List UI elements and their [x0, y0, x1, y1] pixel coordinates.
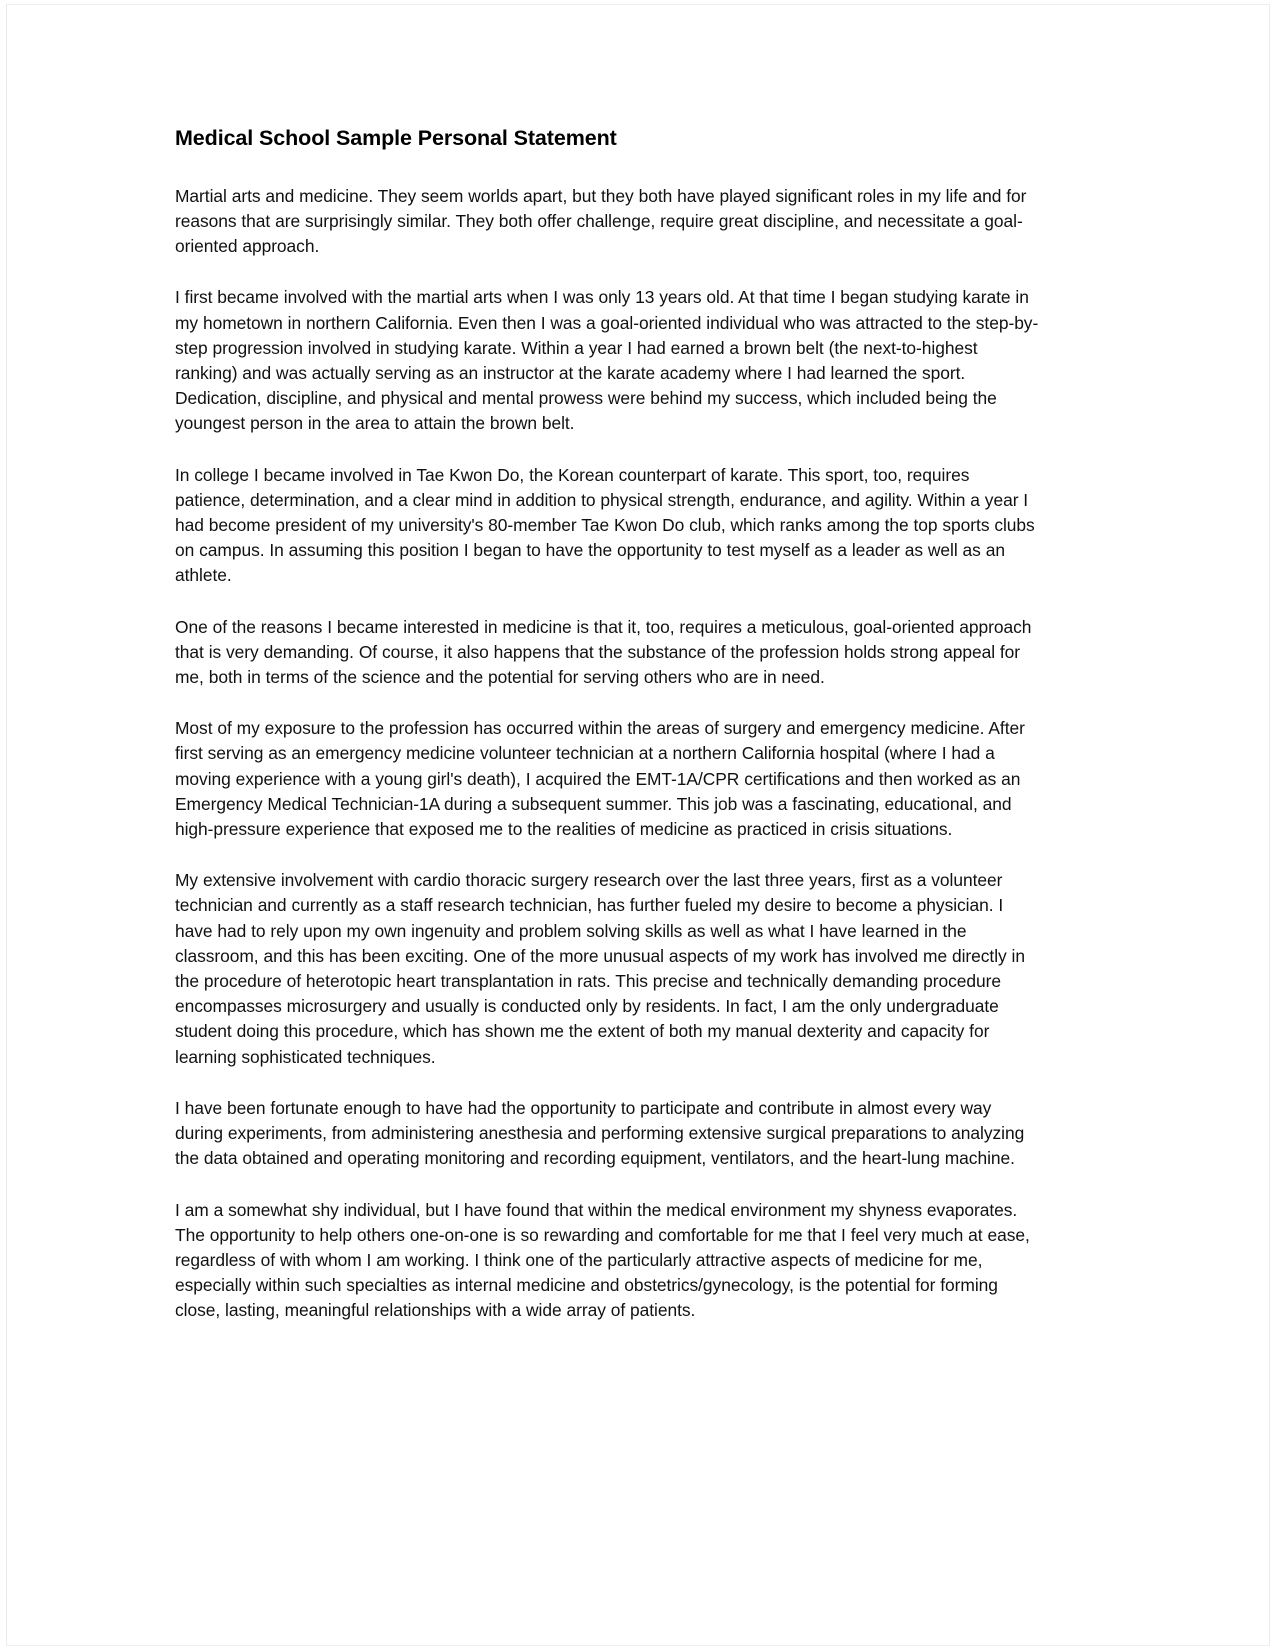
body-paragraph: Martial arts and medicine. They seem worlds apart, but they both have played significant roles in my life and for reasons that are surprisingly similar. They both offer challenge, require great discipline, and necessitate a goal-oriented approach. [175, 185, 1027, 257]
page-edge-bottom [6, 1645, 1270, 1646]
page-edge-right [1269, 4, 1270, 1646]
page-edge-left [6, 4, 7, 1646]
page-edge-top [6, 4, 1270, 5]
document-body [175, 126, 1041, 1324]
body-paragraph: My extensive involvement with cardio thoracic surgery research over the last three years, first as a volunteer technician and currently as a staff research technician, has further fueled my desire to become a physician. I have had to rely upon my own ingenuity and problem solving skills as well as what I have learned in the classroom, and this has been exciting. One of the more unusual aspects of my work has involved me directly in the procedure of heterotopic heart transplantation in rats. This precise and technically demanding procedure encompasses microsurgery and usually is conducted only by residents. In fact, I am the only undergraduate student doing this procedure, which has shown me the extent of both my manual dexterity and capacity for learning sophisticated techniques. [175, 870, 1025, 1067]
body-paragraph: Most of my exposure to the profession has occurred within the areas of surgery and emergency medicine. After first serving as an emergency medicine volunteer technician at a northern California hospital (where I had a moving experience with a young girl's death), I acquired the EMT-1A/CPR certifications and then worked as an Emergency Medical Technician-1A during a subsequent summer. This job was a fascinating, educational, and high-pressure experience that exposed me to the realities of medicine as practiced in crisis situations. [175, 718, 1025, 840]
body-paragraph: I first became involved with the martial arts when I was only 13 years old. At that time I began studying karate in my hometown in northern California. Even then I was a goal-oriented individual who was attracted to the step-by-step progression involved in studying karate. Within a year I had earned a brown belt (the next-to-highest ranking) and was actually serving as an instructor at the karate academy where I had learned the sport. Dedication, discipline, and physical and mental prowess were behind my success, which included being the youngest person in the area to attain the brown belt. [175, 287, 1039, 434]
body-paragraph: One of the reasons I became interested in medicine is that it, too, requires a meticulous, goal-oriented approach that is very demanding. Of course, it also happens that the substance of the profession holds strong appeal for me, both in terms of the science and the potential for serving others who are in need. [175, 616, 1032, 688]
body-paragraph: I have been fortunate enough to have had the opportunity to participate and contribute in almost every way during experiments, from administering anesthesia and performing extensive surgical preparations to analyzing the data obtained and operating monitoring and recording equipment, ventilators, and the heart-lung machine. [175, 1097, 1025, 1169]
page-title: Medical School Sample Personal Statement [175, 126, 617, 150]
body-paragraph: In college I became involved in Tae Kwon Do, the Korean counterpart of karate. This sport, too, requires patience, determination, and a clear mind in addition to physical strength, endurance, and agility. Within a year I had become president of my university's 80-member Tae Kwon Do club, which ranks among the top sports clubs on campus. In assuming this position I began to have the opportunity to test myself as a leader as well as an athlete. [175, 464, 1035, 586]
body-paragraph: I am a somewhat shy individual, but I have found that within the medical environment my shyness evaporates. The opportunity to help others one-on-one is so rewarding and comfortable for me that I feel very much at ease, regardless of with whom I am working. I think one of the particularly attractive aspects of medicine for me, especially within such specialties as internal medicine and obstetrics/gynecology, is the potential for forming close, lasting, meaningful relationships with a wide array of patients. [175, 1199, 1030, 1321]
